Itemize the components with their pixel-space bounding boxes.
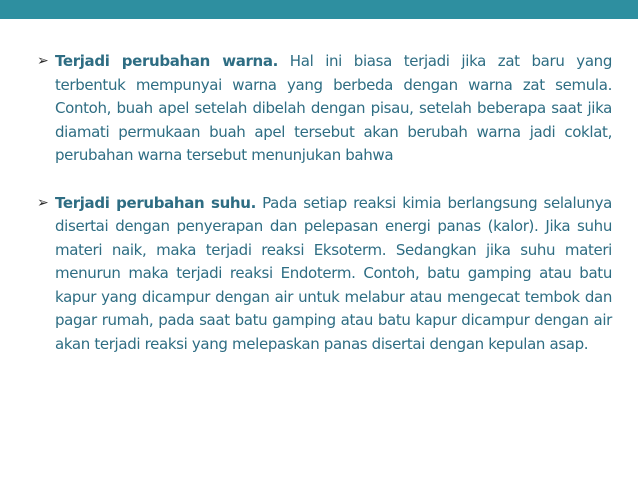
bullet-text: Pada setiap reaksi kimia berlangsung selalunya disertai dengan penyerapan dan pelepasan energi panas (kalor). Jika suhu materi naik, maka terjadi reaksi Eksoterm. Sedangkan jika suhu materi menurun maka terjadi reaksi Endoterm. Contoh, batu gamping atau batu kapur yang dicampur dengan air untuk melabur atau mengecat tembok dan pagar rumah, pada saat batu gamping atau batu kapur dicampur dengan air akan terjadi reaksi yang melepaskan panas disertai dengan kepulan asap. bbox=[55, 193, 613, 353]
bullet-heading: Terjadi perubahan warna. bbox=[55, 52, 278, 70]
arrow-bullet-icon: ➢ bbox=[37, 53, 49, 69]
arrow-bullet-icon: ➢ bbox=[37, 194, 49, 211]
bullet-list bbox=[37, 50, 612, 356]
bullet-item-temperature-change bbox=[37, 192, 612, 357]
bullet-heading: Terjadi perubahan suhu. bbox=[55, 193, 256, 212]
bullet-item-color-change bbox=[37, 50, 612, 168]
bullet-text: Hal ini biasa terjadi jika zat baru yang terbentuk mempunyai warna yang berbeda dengan warna zat semula. Contoh, buah apel setelah dibelah dengan pisau, setelah beberapa saat jika diamati permukaan buah apel tersebut akan berubah warna jadi coklat, perubahan warna tersebut menunjukan bahwa bbox=[55, 52, 612, 164]
top-accent-bar bbox=[0, 0, 638, 19]
